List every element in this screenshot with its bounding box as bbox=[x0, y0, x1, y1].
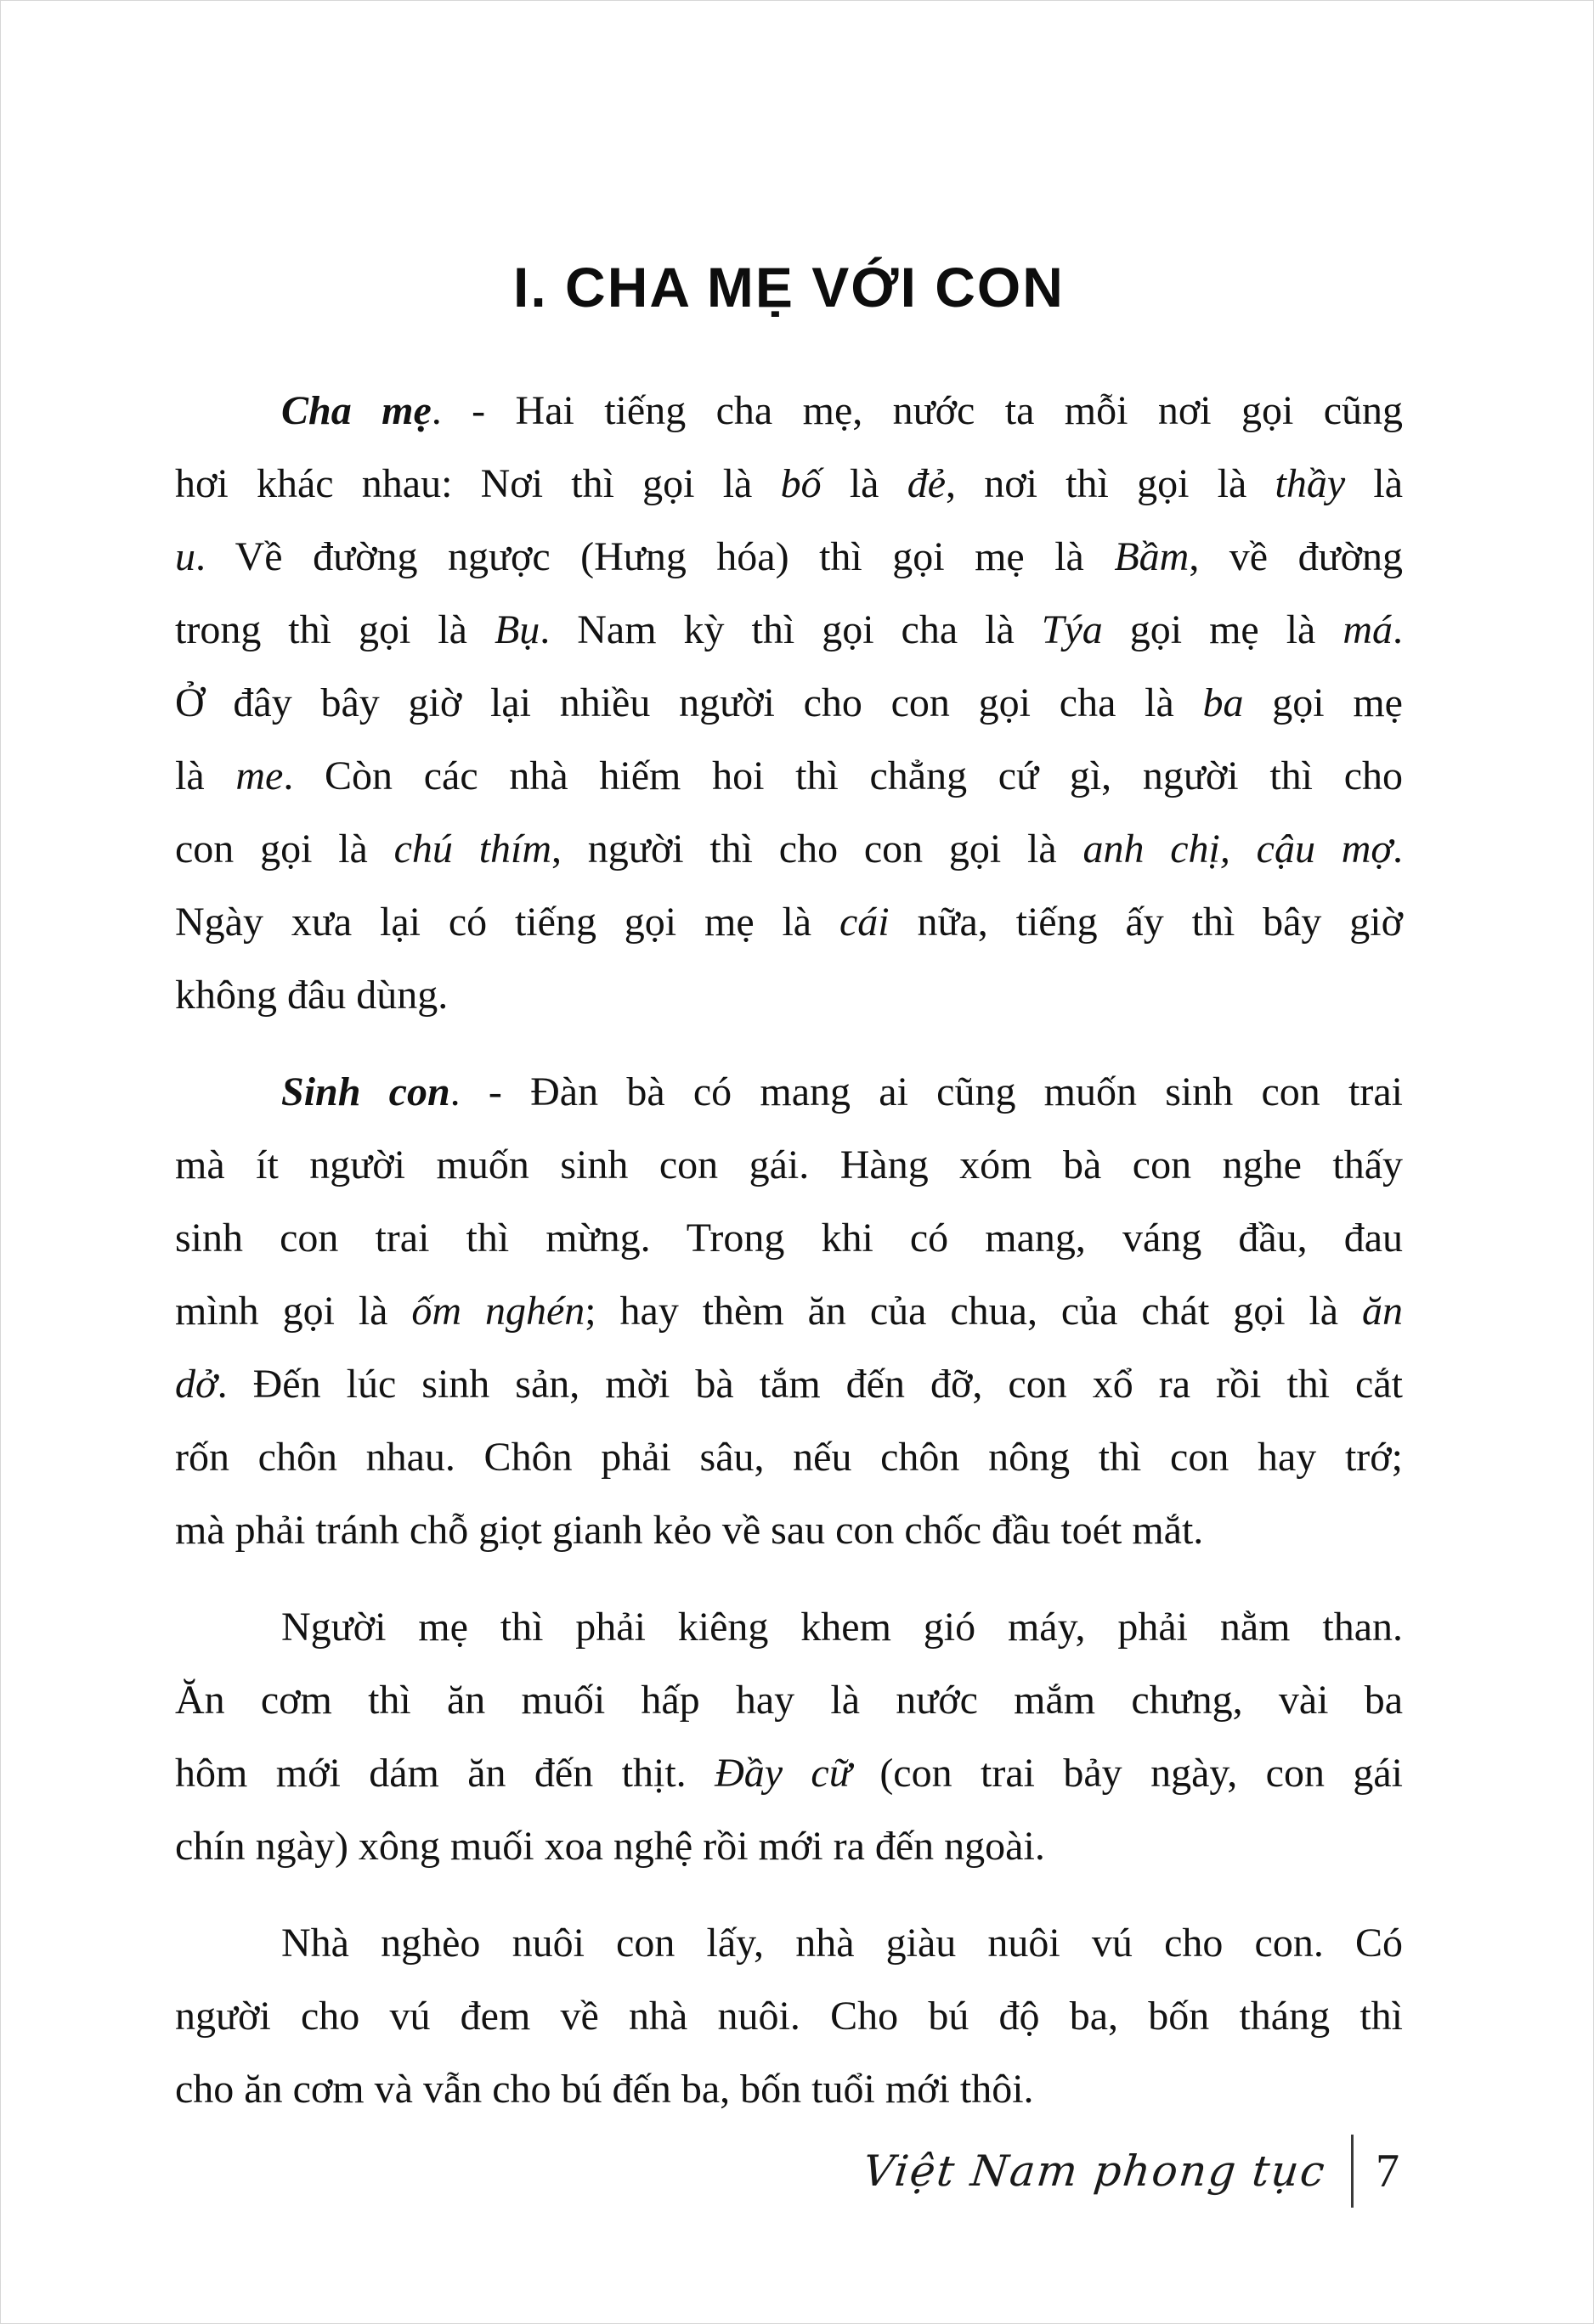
text-segment: me bbox=[235, 753, 284, 798]
text-line bbox=[175, 521, 1403, 594]
text-segment: . Còn các nhà hiếm hoi thì chẳng cứ gì, người thì cho bbox=[283, 753, 1404, 798]
text-line bbox=[175, 1129, 1403, 1202]
text-segment: đẻ bbox=[907, 461, 946, 506]
text-line bbox=[175, 1664, 1403, 1737]
text-segment: . bbox=[1393, 826, 1404, 872]
footer-divider-rule bbox=[1351, 2135, 1354, 2208]
text-segment: Cha mẹ bbox=[281, 388, 432, 433]
text-line bbox=[175, 594, 1403, 667]
paragraph bbox=[175, 375, 1403, 1032]
text-segment: con gọi là bbox=[175, 826, 394, 872]
paragraph bbox=[175, 1591, 1403, 1883]
text-segment: chú thím bbox=[393, 826, 552, 872]
text-segment: gọi mẹ bbox=[1243, 680, 1403, 725]
text-segment: mình gọi là bbox=[175, 1289, 412, 1334]
text-line bbox=[175, 1591, 1403, 1664]
text-segment: là bbox=[821, 461, 907, 506]
text-line bbox=[175, 1810, 1403, 1883]
paragraph bbox=[175, 1907, 1403, 2126]
text-segment: ; hay thèm ăn của chua, của chát gọi là bbox=[585, 1289, 1363, 1334]
paragraph bbox=[175, 1056, 1403, 1567]
text-segment: Nhà nghèo nuôi con lấy, nhà giàu nuôi vú cho con. Có bbox=[281, 1921, 1403, 1966]
text-line bbox=[175, 1737, 1403, 1810]
text-segment: Bầm bbox=[1114, 534, 1190, 579]
text-segment: . - Hai tiếng cha mẹ, nước ta mỗi nơi gọi cũng bbox=[431, 388, 1403, 433]
text-line bbox=[175, 886, 1403, 959]
text-line bbox=[175, 448, 1403, 521]
text-segment: bố bbox=[780, 461, 822, 506]
text-segment: Ăn cơm thì ăn muối hấp hay là nước mắm chưng, vài ba bbox=[175, 1678, 1403, 1723]
text-line bbox=[175, 375, 1403, 448]
text-segment: mà ít người muốn sinh con gái. Hàng xóm bà con nghe thấy bbox=[175, 1142, 1403, 1187]
text-line bbox=[175, 1275, 1403, 1348]
text-segment: cái bbox=[839, 900, 890, 945]
text-segment: , nơi thì gọi là bbox=[946, 461, 1275, 506]
text-segment: ăn bbox=[1362, 1289, 1404, 1334]
text-line bbox=[175, 1202, 1403, 1275]
text-segment: , người thì cho con gọi là bbox=[551, 826, 1083, 872]
text-segment: nữa, tiếng ấy thì bây giờ bbox=[889, 900, 1404, 945]
text-line bbox=[175, 959, 1403, 1032]
text-segment: dở bbox=[175, 1362, 218, 1407]
text-segment: má bbox=[1342, 607, 1393, 652]
page-number: 7 bbox=[1376, 2145, 1399, 2197]
text-segment: . Nam kỳ thì gọi cha là bbox=[540, 607, 1042, 652]
body-text bbox=[175, 375, 1403, 2126]
text-segment: anh chị, cậu mợ bbox=[1082, 826, 1393, 872]
text-line bbox=[175, 667, 1403, 740]
text-segment: không đâu dùng. bbox=[175, 973, 449, 1018]
text-segment: trong thì gọi là bbox=[175, 607, 495, 652]
text-line bbox=[175, 1056, 1403, 1129]
text-segment: Ngày xưa lại có tiếng gọi mẹ là bbox=[175, 900, 839, 945]
text-line bbox=[175, 2053, 1403, 2126]
text-segment: Đầy cữ bbox=[715, 1751, 851, 1796]
page-footer bbox=[175, 2135, 1403, 2208]
text-line bbox=[175, 1494, 1403, 1567]
text-line bbox=[175, 1348, 1403, 1421]
text-segment: thầy bbox=[1275, 461, 1346, 506]
text-segment: . Đến lúc sinh sản, mời bà tắm đến đỡ, con xổ ra rồi thì cắt bbox=[217, 1362, 1403, 1407]
text-segment: Sinh con bbox=[281, 1069, 450, 1114]
text-segment: . bbox=[1393, 607, 1404, 652]
text-segment: u bbox=[175, 534, 195, 579]
text-segment: . Về đường ngược (Hưng hóa) thì gọi mẹ là bbox=[195, 534, 1115, 579]
text-segment: Ở đây bây giờ lại nhiều người cho con gọi cha là bbox=[175, 680, 1203, 725]
text-line bbox=[175, 740, 1403, 813]
text-segment: hôm mới dám ăn đến thịt. bbox=[175, 1751, 715, 1796]
text-segment: Bụ bbox=[494, 607, 540, 652]
text-segment: là bbox=[1345, 461, 1404, 506]
text-segment: (con trai bảy ngày, con gái bbox=[851, 1751, 1404, 1796]
text-segment: , về đường bbox=[1189, 534, 1403, 579]
text-segment: chín ngày) xông muối xoa nghệ rồi mới ra đến ngoài. bbox=[175, 1824, 1045, 1869]
text-segment: ba bbox=[1202, 680, 1244, 725]
text-segment: Týa bbox=[1041, 607, 1103, 652]
text-segment: . - Đàn bà có mang ai cũng muốn sinh con trai bbox=[449, 1069, 1403, 1114]
chapter-title: I. CHA MẸ VỚI CON bbox=[513, 256, 1065, 319]
text-line bbox=[175, 1980, 1403, 2053]
text-segment: gọi mẹ là bbox=[1102, 607, 1343, 652]
text-segment: mà phải tránh chỗ giọt gianh kẻo về sau con chốc đầu toét mắt. bbox=[175, 1508, 1204, 1553]
text-segment: là bbox=[175, 753, 236, 798]
running-footer-book-title: Việt Nam phong tục bbox=[860, 2146, 1329, 2196]
text-segment: rốn chôn nhau. Chôn phải sâu, nếu chôn nông thì con hay trớ; bbox=[175, 1435, 1403, 1480]
text-segment: ốm nghén bbox=[411, 1289, 585, 1334]
text-line bbox=[175, 1421, 1403, 1494]
text-segment: Người mẹ thì phải kiêng khem gió máy, phải nằm than. bbox=[281, 1605, 1403, 1650]
text-line bbox=[175, 813, 1403, 886]
text-segment: người cho vú đem về nhà nuôi. Cho bú độ ba, bốn tháng thì bbox=[175, 1994, 1403, 2039]
text-segment: hơi khác nhau: Nơi thì gọi là bbox=[175, 461, 781, 506]
text-line bbox=[175, 1907, 1403, 1980]
text-segment: sinh con trai thì mừng. Trong khi có mang, váng đầu, đau bbox=[175, 1216, 1403, 1261]
text-segment: cho ăn cơm và vẫn cho bú đến ba, bốn tuổi mới thôi. bbox=[175, 2067, 1034, 2112]
